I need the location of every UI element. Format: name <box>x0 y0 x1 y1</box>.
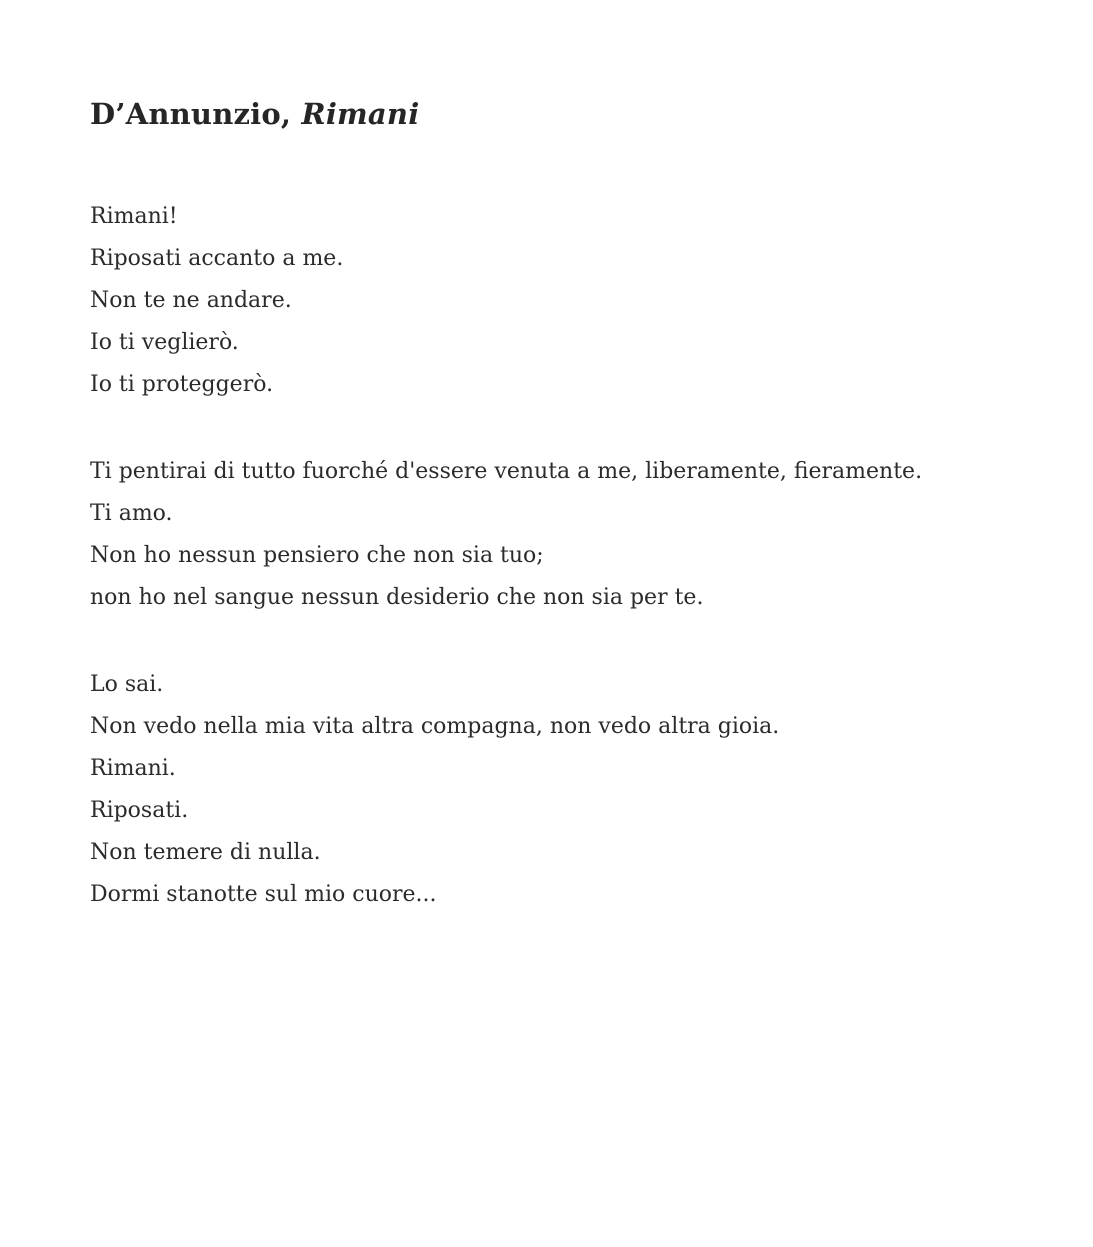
poem-stanza-3 <box>90 664 1003 916</box>
poem-line: Riposati accanto a me. <box>90 246 344 271</box>
poem-line: Io ti proteggerò. <box>90 372 274 397</box>
poem-line: Non ho nessun pensiero che non sia tuo; <box>90 543 544 568</box>
poem-line: Ti pentirai di tutto fuorché d'essere venuta a me, liberamente, fieramente. <box>90 459 923 484</box>
poem-line: Lo sai. <box>90 672 164 697</box>
poem-stanza-2 <box>90 451 1003 619</box>
title-separator <box>291 97 301 131</box>
poem-line: non ho nel sangue nessun desiderio che non sia per te. <box>90 585 704 610</box>
poem-line: Riposati. <box>90 798 189 823</box>
poem-line: Rimani! <box>90 204 178 229</box>
title-work: Rimani <box>301 97 420 131</box>
poem-line: Io ti veglierò. <box>90 330 239 355</box>
poem-line: Non vedo nella mia vita altra compagna, non vedo altra gioia. <box>90 714 780 739</box>
poem-line: Dormi stanotte sul mio cuore... <box>90 882 437 907</box>
poem-stanza-1 <box>90 196 1003 406</box>
poem-line: Non te ne andare. <box>90 288 292 313</box>
title-author: D’Annunzio, <box>90 97 292 131</box>
poem-line: Non temere di nulla. <box>90 840 321 865</box>
poem-line: Rimani. <box>90 756 176 781</box>
page-title <box>90 96 1003 132</box>
poem-line: Ti amo. <box>90 501 173 526</box>
